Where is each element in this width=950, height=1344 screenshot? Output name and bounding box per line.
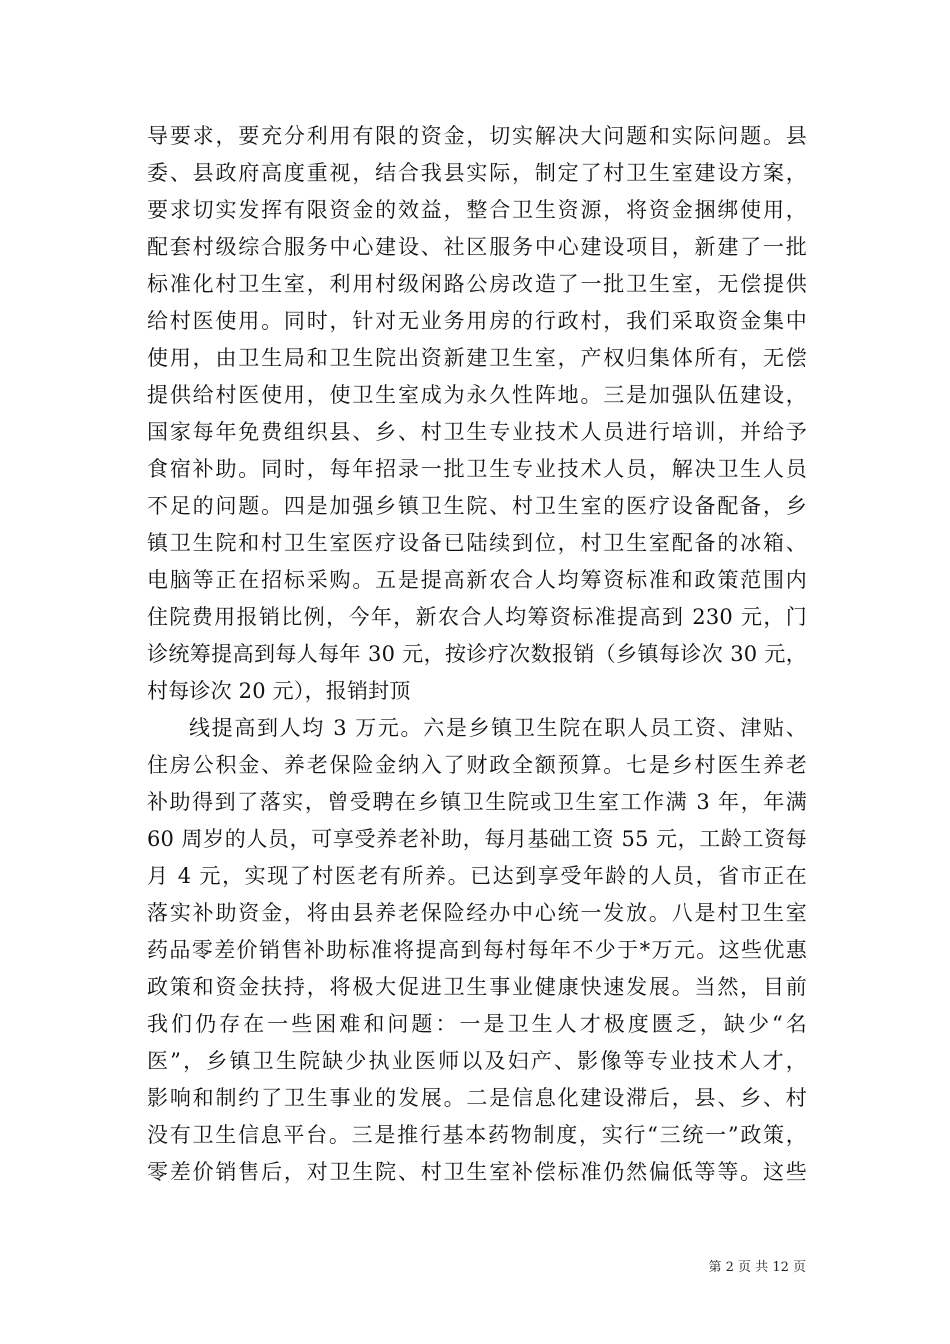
text-line: 药品零差价销售补助标准将提高到每村每年不少于*万元。这些优惠 — [147, 938, 807, 962]
text-line: 零差价销售后，对卫生院、村卫生室补偿标准仍然偏低等等。这些 — [147, 1160, 807, 1184]
text-line: 我们仍存在一些困难和问题：一是卫生人才极度匮乏，缺少“名 — [147, 1012, 807, 1036]
text-line: 使用，由卫生局和卫生院出资新建卫生室，产权归集体所有，无偿 — [147, 346, 807, 370]
text-line: 没有卫生信息平台。三是推行基本药物制度，实行“三统一”政策， — [147, 1123, 807, 1147]
text-line: 配套村级综合服务中心建设、社区服务中心建设项目，新建了一批 — [147, 235, 807, 259]
text-line: 补助得到了落实，曾受聘在乡镇卫生院或卫生室工作满 3 年，年满 — [147, 790, 807, 814]
text-line: 要求切实发挥有限资金的效益，整合卫生资源，将资金捆绑使用， — [147, 198, 807, 222]
text-line: 给村医使用。同时，针对无业务用房的行政村，我们采取资金集中 — [147, 309, 807, 333]
text-line: 不足的问题。四是加强乡镇卫生院、村卫生室的医疗设备配备，乡 — [147, 494, 807, 518]
text-line: 电脑等正在招标采购。五是提高新农合人均筹资标准和政策范围内 — [147, 568, 807, 592]
text-line: 镇卫生院和村卫生室医疗设备已陆续到位，村卫生室配备的冰箱、 — [147, 531, 807, 555]
text-line: 影响和制约了卫生事业的发展。二是信息化建设滞后，县、乡、村 — [147, 1086, 807, 1110]
text-line: 提供给村医使用，使卫生室成为永久性阵地。三是加强队伍建设， — [147, 383, 807, 407]
text-line: 月 4 元，实现了村医老有所养。已达到享受年龄的人员，省市正在 — [147, 864, 807, 888]
text-line: 食宿补助。同时，每年招录一批卫生专业技术人员，解决卫生人员 — [147, 457, 807, 481]
text-line: 导要求，要充分利用有限的资金，切实解决大问题和实际问题。县 — [147, 124, 807, 148]
paragraph — [147, 118, 807, 710]
text-line: 落实补助资金，将由县养老保险经办中心统一发放。八是村卫生室 — [147, 901, 807, 925]
text-line: 政策和资金扶持，将极大促进卫生事业健康快速发展。当然，目前 — [147, 975, 807, 999]
text-line: 村每诊次 20 元），报销封顶 — [147, 679, 411, 703]
text-line: 标准化村卫生室，利用村级闲路公房改造了一批卫生室，无偿提供 — [147, 272, 807, 296]
page-number: 第 2 页 共 12 页 — [708, 1260, 806, 1275]
text-line: 医”，乡镇卫生院缺少执业医师以及妇产、影像等专业技术人才， — [147, 1049, 807, 1073]
text-line: 住院费用报销比例，今年，新农合人均筹资标准提高到 230 元，门 — [147, 605, 807, 629]
text-line: 住房公积金、养老保险金纳入了财政全额预算。七是乡村医生养老 — [147, 753, 807, 777]
paragraph — [147, 710, 807, 1191]
text-line: 线提高到人均 3 万元。六是乡镇卫生院在职人员工资、津贴、 — [189, 716, 807, 740]
text-line: 委、县政府高度重视，结合我县实际，制定了村卫生室建设方案， — [147, 161, 807, 185]
text-line: 诊统筹提高到每人每年 30 元，按诊疗次数报销（乡镇每诊次 30 元， — [147, 642, 807, 666]
document-body — [147, 118, 807, 1191]
text-line: 国家每年免费组织县、乡、村卫生专业技术人员进行培训，并给予 — [147, 420, 807, 444]
text-line: 60 周岁的人员，可享受养老补助，每月基础工资 55 元，工龄工资每 — [147, 827, 807, 851]
